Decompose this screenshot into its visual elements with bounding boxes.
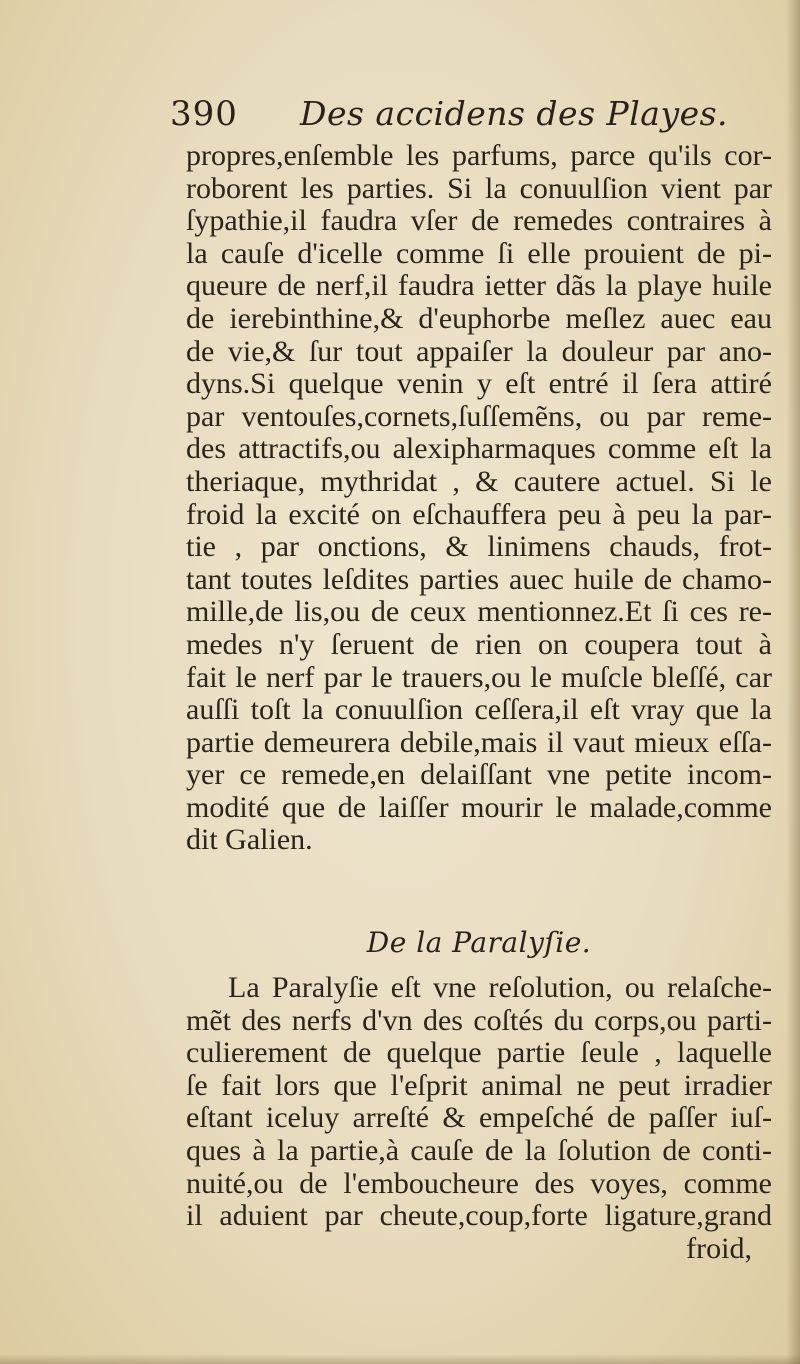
text-line: tant toutes leſdites parties auec huile de chamo- (186, 562, 772, 596)
text-line: froid la excité on eſchauffera peu à peu la par- (186, 497, 772, 531)
text-line: il aduient par cheute,coup,forte ligature,grand (186, 1199, 772, 1233)
text-line: tie , par onctions, & linimens chauds, frot- (186, 530, 772, 564)
text-line: ſe fait lors que l'eſprit animal ne peut irradier (186, 1068, 772, 1102)
text-line: roborent les parties. Si la conuulſion vient par (186, 171, 772, 205)
text-line: yer ce remede,en delaiſſant vne petite incom- (186, 758, 772, 792)
text-line: partie demeurera debile,mais il vaut mieux eſſa- (186, 725, 772, 759)
text-line: modité que de laiſſer mourir le malade,comme (186, 790, 772, 824)
text-line: theriaque, mythridat , & cautere actuel. Si le (186, 464, 772, 498)
text-line: ſypathie,il faudra vſer de remedes contraires à (186, 204, 772, 238)
text-line: nuité,ou de l'emboucheure des voyes, comme (186, 1166, 772, 1200)
page-edge-shadow (786, 0, 800, 1364)
section-heading: De la Paralyſie. (366, 926, 592, 959)
text-line: propres,enſemble les parfums, parce qu'ils cor- (186, 139, 772, 172)
text-line: par ventouſes,cornets,ſuſſemẽns, ou par reme- (186, 399, 772, 433)
page-number: 390 (170, 94, 238, 134)
catchword: froid, (686, 1231, 752, 1265)
running-title: Des accidens des Playes. (300, 94, 729, 133)
text-line: medes n'y ſeruent de rien on coupera tout à (186, 627, 772, 661)
text-line: ques à la partie,à cauſe de la ſolution de conti- (186, 1133, 772, 1167)
text-line: fait le nerf par le trauers,ou le muſcle bleſſé, car (186, 660, 772, 694)
text-line: culierement de quelque partie ſeule , laquelle (186, 1036, 772, 1070)
text-line: auſſi toſt la conuulſion ceſſera,il eſt vray que la (186, 693, 772, 727)
text-line: de vie,& ſur tout appaiſer la douleur par ano- (186, 334, 772, 368)
text-line: La Paralyſie eſt vne reſolution, ou relaſche- (228, 971, 772, 1004)
text-line: eſtant iceluy arreſté & empeſché de paſſer iuſ- (186, 1101, 772, 1135)
text-line: mille,de lis,ou de ceux mentionnez.Et ſi ces re- (186, 595, 772, 629)
page-bottom-shadow (0, 1354, 800, 1364)
text-line: queure de nerf,il faudra ietter dãs la playe huile (186, 269, 772, 303)
text-line: dit Galien. (186, 823, 313, 857)
text-line: mẽt des nerfs d'vn des coſtés du corps,ou parti- (186, 1003, 772, 1037)
text-line: dyns.Si quelque venin y eſt entré il ſera attiré (186, 367, 772, 401)
paragraph-convulsion-remedies (186, 140, 772, 857)
text-line: la cauſe d'icelle comme ſi elle prouient de pi- (186, 236, 772, 270)
text-line: des attractifs,ou alexipharmaques comme eſt la (186, 432, 772, 466)
paragraph-paralysis (186, 972, 772, 1265)
text-line: de ierebinthine,& d'euphorbe meſlez auec eau (186, 301, 772, 335)
page-header (170, 88, 730, 138)
